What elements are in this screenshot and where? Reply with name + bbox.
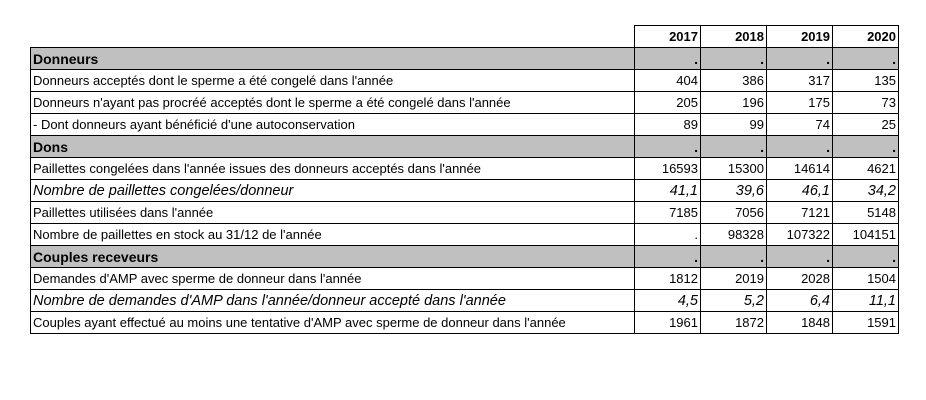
- value-cell: .: [833, 136, 899, 158]
- value-cell: .: [767, 136, 833, 158]
- value-cell: 5,2: [701, 290, 767, 312]
- row-label: Nombre de paillettes en stock au 31/12 de l'année: [31, 224, 635, 246]
- row-label: Nombre de demandes d'AMP dans l'année/donneur accepté dans l'année: [31, 290, 635, 312]
- value-cell: 25: [833, 114, 899, 136]
- value-cell: 1872: [701, 312, 767, 334]
- value-cell: .: [635, 136, 701, 158]
- value-cell: 39,6: [701, 180, 767, 202]
- value-cell: 41,1: [635, 180, 701, 202]
- value-cell: 1812: [635, 268, 701, 290]
- value-cell: 196: [701, 92, 767, 114]
- value-cell: 175: [767, 92, 833, 114]
- value-cell: 14614: [767, 158, 833, 180]
- value-cell: 107322: [767, 224, 833, 246]
- table-row: [31, 180, 899, 202]
- table-row: [31, 268, 899, 290]
- value-cell: 74: [767, 114, 833, 136]
- value-cell: 46,1: [767, 180, 833, 202]
- table-row: [31, 224, 899, 246]
- value-cell: 7185: [635, 202, 701, 224]
- value-cell: .: [833, 48, 899, 70]
- table-row: [31, 92, 899, 114]
- value-cell: 5148: [833, 202, 899, 224]
- value-cell: 104151: [833, 224, 899, 246]
- section-row: [31, 246, 899, 268]
- row-label: - Dont donneurs ayant bénéficié d'une autoconservation: [31, 114, 635, 136]
- table-row: [31, 202, 899, 224]
- year-header: 2017: [635, 26, 701, 48]
- row-label: Nombre de paillettes congelées/donneur: [31, 180, 635, 202]
- row-label: Donneurs acceptés dont le sperme a été congelé dans l'année: [31, 70, 635, 92]
- row-label: Donneurs n'ayant pas procréé acceptés dont le sperme a été congelé dans l'année: [31, 92, 635, 114]
- value-cell: 73: [833, 92, 899, 114]
- value-cell: 1961: [635, 312, 701, 334]
- value-cell: 16593: [635, 158, 701, 180]
- value-cell: 7056: [701, 202, 767, 224]
- row-label: Paillettes congelées dans l'année issues des donneurs acceptés dans l'année: [31, 158, 635, 180]
- value-cell: .: [701, 48, 767, 70]
- value-cell: 4621: [833, 158, 899, 180]
- value-cell: 317: [767, 70, 833, 92]
- table-row: [31, 158, 899, 180]
- value-cell: 135: [833, 70, 899, 92]
- row-label: Paillettes utilisées dans l'année: [31, 202, 635, 224]
- value-cell: .: [635, 246, 701, 268]
- header-corner-cell: [31, 26, 635, 48]
- value-cell: 2028: [767, 268, 833, 290]
- value-cell: 386: [701, 70, 767, 92]
- header-row: [31, 26, 899, 48]
- value-cell: 15300: [701, 158, 767, 180]
- value-cell: 404: [635, 70, 701, 92]
- value-cell: .: [701, 136, 767, 158]
- value-cell: 98328: [701, 224, 767, 246]
- value-cell: 4,5: [635, 290, 701, 312]
- table-row: [31, 312, 899, 334]
- value-cell: 34,2: [833, 180, 899, 202]
- value-cell: 1504: [833, 268, 899, 290]
- value-cell: 205: [635, 92, 701, 114]
- section-label: Donneurs: [31, 48, 635, 70]
- section-label: Couples receveurs: [31, 246, 635, 268]
- table-row: [31, 290, 899, 312]
- section-row: [31, 136, 899, 158]
- value-cell: .: [767, 246, 833, 268]
- year-header: 2019: [767, 26, 833, 48]
- section-row: [31, 48, 899, 70]
- value-cell: 99: [701, 114, 767, 136]
- row-label: Couples ayant effectué au moins une tentative d'AMP avec sperme de donneur dans l'année: [31, 312, 635, 334]
- year-header: 2020: [833, 26, 899, 48]
- value-cell: 1591: [833, 312, 899, 334]
- value-cell: 11,1: [833, 290, 899, 312]
- row-label: Demandes d'AMP avec sperme de donneur dans l'année: [31, 268, 635, 290]
- value-cell: .: [767, 48, 833, 70]
- value-cell: 6,4: [767, 290, 833, 312]
- statistics-table: [30, 25, 899, 334]
- value-cell: .: [833, 246, 899, 268]
- section-label: Dons: [31, 136, 635, 158]
- table-row: [31, 70, 899, 92]
- value-cell: 1848: [767, 312, 833, 334]
- value-cell: 2019: [701, 268, 767, 290]
- value-cell: .: [701, 246, 767, 268]
- value-cell: 7121: [767, 202, 833, 224]
- year-header: 2018: [701, 26, 767, 48]
- value-cell: .: [635, 48, 701, 70]
- value-cell: 89: [635, 114, 701, 136]
- table-row: [31, 114, 899, 136]
- value-cell: .: [635, 224, 701, 246]
